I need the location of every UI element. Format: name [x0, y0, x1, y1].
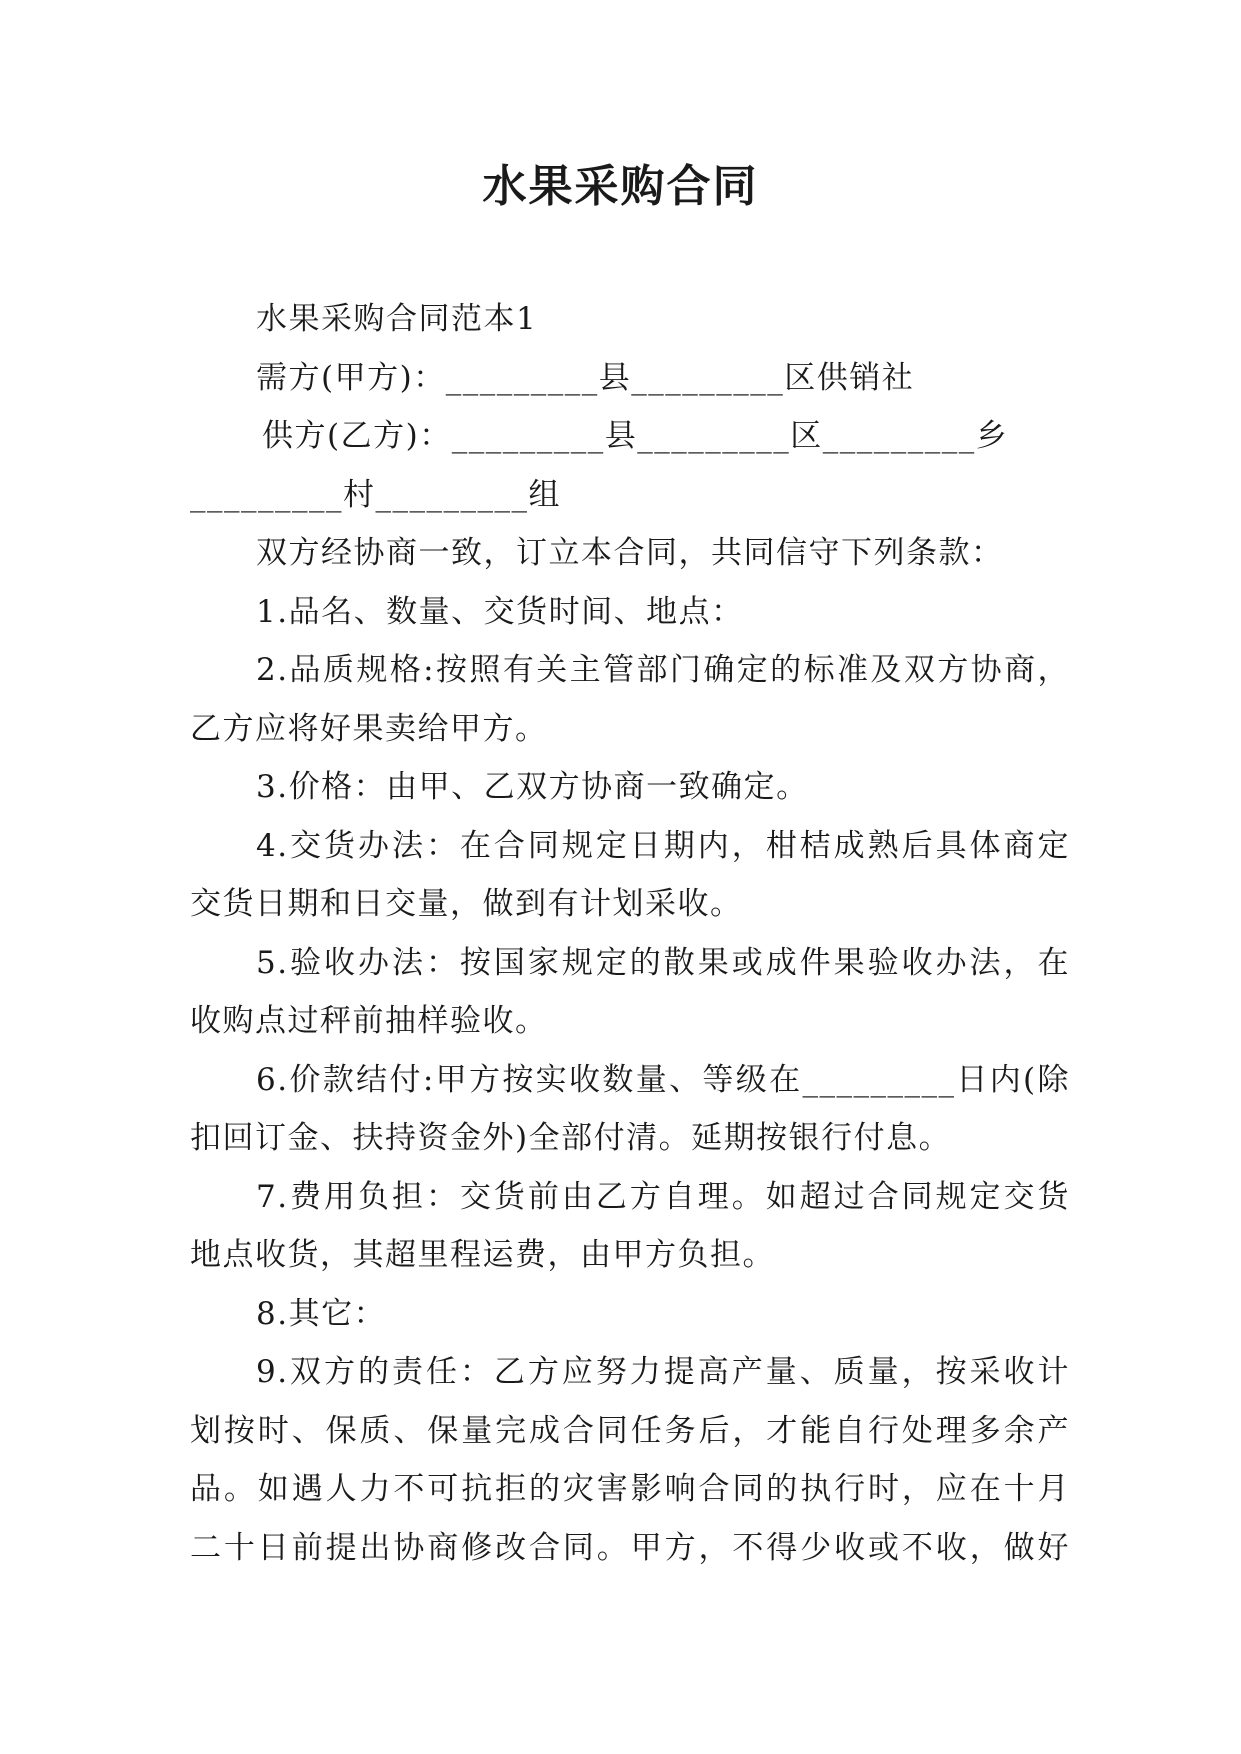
- document-line: 8.其它：: [256, 1295, 387, 1332]
- document-line: 二十日前提出协商修改合同。甲方，不得少收或不收，做好: [190, 1529, 1070, 1566]
- document-line: 3.价格：由甲、乙双方协商一致确定。: [256, 769, 809, 805]
- document-line: 2.品质规格:按照有关主管部门确定的标准及双方协商，: [256, 652, 1070, 688]
- document-line: 扣回订金、扶持资金外)全部付清。延期按银行付息。: [190, 1120, 952, 1156]
- document-line: 7.费用负担：交货前由乙方自理。如超过合同规定交货: [256, 1178, 1070, 1215]
- document-line: 1.品名、数量、交货时间、地点：: [256, 593, 744, 630]
- document-line: 地点收货，其超里程运费，由甲方负担。: [190, 1237, 775, 1273]
- document-line: 5.验收办法：按国家规定的散果或成件果验收办法，在: [256, 944, 1070, 981]
- document-line: 乙方应将好果卖给甲方。: [190, 710, 548, 747]
- document-line: 划按时、保质、保量完成合同任务后，才能自行处理多余产: [190, 1412, 1070, 1449]
- document-line: 品。如遇人力不可抗拒的灾害影响合同的执行时，应在十月: [190, 1471, 1070, 1507]
- document-line: _________村_________组: [190, 476, 561, 513]
- document-line: 双方经协商一致，订立本合同，共同信守下列条款：: [256, 535, 1004, 571]
- document-line: 需方(甲方)：_________县_________区供销社: [256, 359, 915, 396]
- document-line: 供方(乙方)：_________县_________区_________乡: [262, 418, 1009, 454]
- document-line: 收购点过秤前抽样验收。: [190, 1003, 548, 1039]
- document-title: 水果采购合同: [482, 161, 759, 212]
- document-body: [190, 290, 1070, 1577]
- document-line: 6.价款结付:甲方按实收数量、等级在_________日内(除: [256, 1061, 1070, 1098]
- document-line: 水果采购合同范本1: [256, 301, 538, 337]
- document-line: 4.交货办法：在合同规定日期内，柑桔成熟后具体商定: [256, 827, 1070, 864]
- document-line: 9.双方的责任：乙方应努力提高产量、质量，按采收计: [256, 1354, 1070, 1390]
- document-line: 交货日期和日交量，做到有计划采收。: [190, 886, 743, 922]
